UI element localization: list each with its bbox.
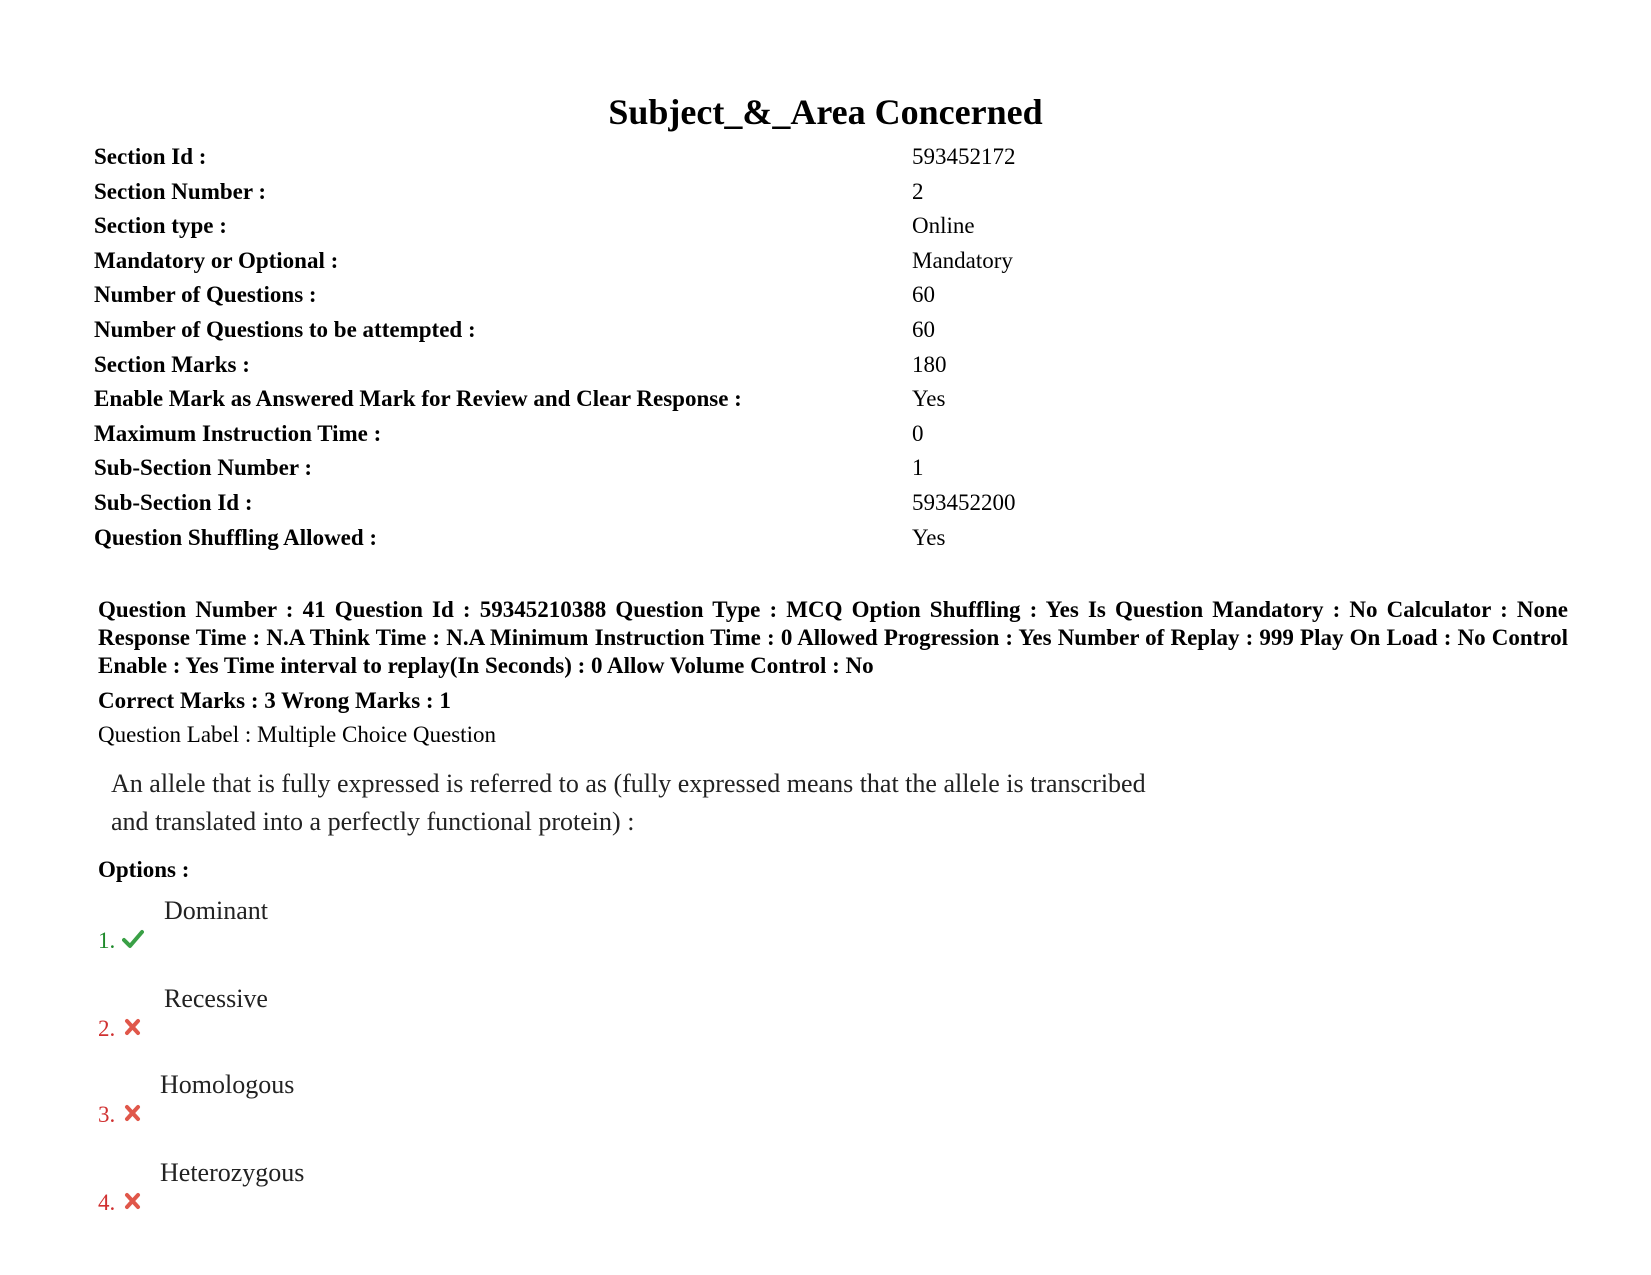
section-row bbox=[94, 175, 1394, 210]
section-details bbox=[94, 140, 1394, 555]
section-row bbox=[94, 313, 1394, 348]
row-label: Section Marks : bbox=[94, 351, 250, 377]
option-3 bbox=[98, 1069, 598, 1129]
row-value: 2 bbox=[912, 178, 924, 204]
option-4 bbox=[98, 1157, 598, 1217]
row-value: Online bbox=[912, 213, 975, 239]
question-text: An allele that is fully expressed is referred to as (fully expressed means that the allele is transcribed and translated into a perfectly functional protein) : bbox=[111, 769, 1146, 836]
row-value: 60 bbox=[912, 282, 935, 308]
row-value: 0 bbox=[912, 420, 924, 446]
page-title: Subject_&_Area Concerned bbox=[608, 92, 1043, 132]
section-row bbox=[94, 209, 1394, 244]
option-number: 1. bbox=[98, 928, 116, 953]
row-label: Question Shuffling Allowed : bbox=[94, 524, 378, 550]
row-label: Mandatory or Optional : bbox=[94, 247, 339, 273]
row-label: Section type : bbox=[94, 213, 227, 239]
option-text: Dominant bbox=[164, 896, 268, 925]
row-label: Number of Questions : bbox=[94, 282, 317, 308]
cross-icon bbox=[122, 1103, 144, 1123]
option-text: Recessive bbox=[164, 984, 268, 1013]
row-value: 60 bbox=[912, 316, 935, 342]
option-number: 2. bbox=[98, 1016, 116, 1041]
cross-icon bbox=[122, 1191, 144, 1211]
section-row bbox=[94, 486, 1394, 521]
question-marks: Correct Marks : 3 Wrong Marks : 1 bbox=[98, 688, 451, 713]
option-text: Heterozygous bbox=[160, 1158, 305, 1187]
section-row bbox=[94, 451, 1394, 486]
row-value: Mandatory bbox=[912, 247, 1013, 273]
row-label: Enable Mark as Answered Mark for Review and Clear Response : bbox=[94, 386, 742, 412]
question-label: Question Label : Multiple Choice Question bbox=[98, 722, 496, 747]
option-2 bbox=[98, 983, 598, 1043]
option-text: Homologous bbox=[160, 1070, 295, 1099]
row-value: 593452200 bbox=[912, 489, 1016, 515]
row-label: Section Number : bbox=[94, 178, 267, 204]
section-row bbox=[94, 521, 1394, 556]
option-number: 4. bbox=[98, 1190, 116, 1215]
row-label: Maximum Instruction Time : bbox=[94, 420, 382, 446]
row-label: Section Id : bbox=[94, 144, 207, 169]
row-value: Yes bbox=[912, 524, 946, 550]
options-heading: Options : bbox=[98, 857, 190, 882]
section-row bbox=[94, 278, 1394, 313]
question-info: Question Number : 41 Question Id : 59345210388 Question Type : MCQ Option Shuffling : Yes Is Question Mandatory : No Calculator : None Response Time : N.A Think Time : N.A Minimum Instruction Time : 0 Allowed Progression : Yes Number of Replay : 999 Play On Load : No Control Enable : Yes Time interval to replay(In Seconds) : 0 Allow Volume Control : No bbox=[98, 597, 1568, 678]
row-value: 593452172 bbox=[912, 144, 1016, 169]
row-value: 1 bbox=[912, 455, 924, 481]
section-row bbox=[94, 382, 1394, 417]
row-label: Sub-Section Id : bbox=[94, 489, 253, 515]
section-row bbox=[94, 140, 1394, 175]
row-label: Number of Questions to be attempted : bbox=[94, 316, 476, 342]
section-row bbox=[94, 244, 1394, 279]
option-1 bbox=[98, 895, 598, 955]
check-icon bbox=[122, 929, 144, 949]
cross-icon bbox=[122, 1017, 144, 1037]
row-value: Yes bbox=[912, 386, 946, 412]
section-row bbox=[94, 417, 1394, 452]
option-number: 3. bbox=[98, 1102, 116, 1127]
section-row bbox=[94, 348, 1394, 383]
row-label: Sub-Section Number : bbox=[94, 455, 313, 481]
row-value: 180 bbox=[912, 351, 947, 377]
